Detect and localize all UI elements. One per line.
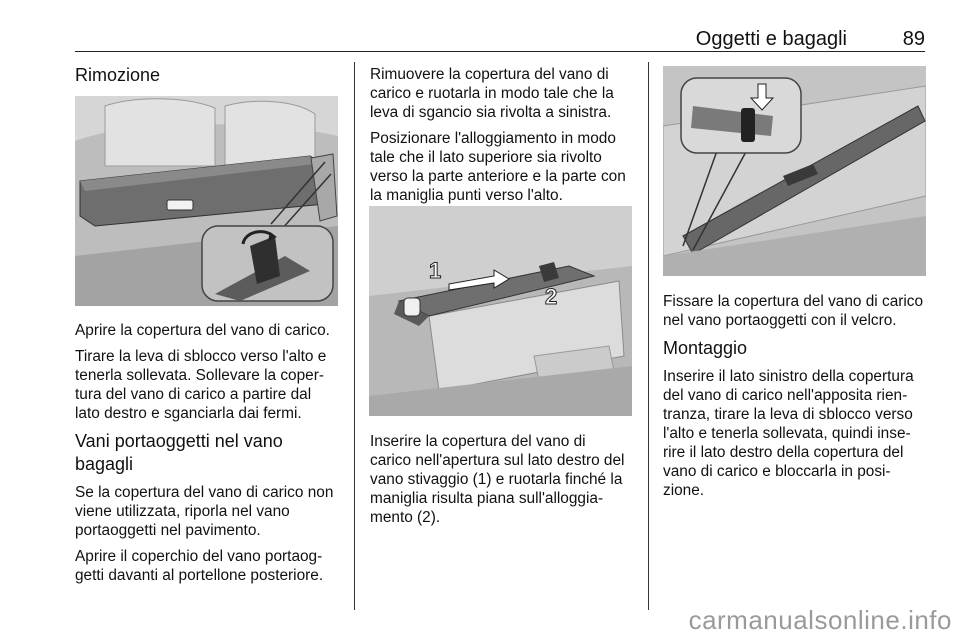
figure-label-1: 1 [429, 258, 442, 283]
column-3-text [663, 292, 935, 507]
col3-para-1: Fissare la copertura del vano di carico nel vano portaoggetti con il velcro. [663, 293, 924, 329]
col2-para-1: Rimuovere la copertura del vano di carico e ruotarla in modo tale che la leva di sgancio sia rivolta a sinistra. [370, 66, 614, 121]
column-1 [75, 64, 347, 87]
footer-watermark: carmanualsonline.info [688, 605, 952, 635]
column-divider-left [354, 62, 355, 610]
column-2-text-bottom [370, 432, 642, 534]
figure-label-2: 2 [545, 284, 558, 309]
illustration-velcro-drawing [663, 66, 926, 276]
illustration-removal [75, 96, 338, 306]
subheading-vani: Vani portaoggetti nel vano bagagli [75, 431, 283, 474]
section-title: Oggetti e bagagli [695, 28, 847, 50]
column-2-text-top [370, 65, 642, 212]
page-header [75, 28, 925, 52]
col1-para-3: Se la copertura del vano di carico non viene utilizzata, riporla nel vano portaoggetti nel pavimento. [75, 484, 334, 539]
col2-para-3: Inserire la copertura del vano di carico nell'apertura sul lato destro del vano stivaggio (1) e ruotarla finché la maniglia risulta piana sull'alloggia- mento (2). [370, 433, 625, 526]
heading-montaggio: Montaggio [663, 338, 748, 358]
illustration-removal-drawing [75, 96, 338, 306]
illustration-insert [369, 206, 632, 416]
col1-para-4: Aprire il coperchio del vano portaog- getti davanti al portellone posteriore. [75, 548, 324, 584]
col2-para-2: Posizionare l'alloggiamento in modo tale che il lato superiore sia rivolto verso la parte anteriore e la parte con la maniglia punti verso l'alto. [370, 130, 626, 204]
col1-para-2: Tirare la leva di sblocco verso l'alto e tenerla sollevata. Sollevare la coper- tura del vano di carico a partire dal lato destro e sganciarla dai fermi. [75, 348, 327, 422]
page-number: 89 [902, 28, 925, 50]
column-1-text [75, 321, 347, 592]
illustration-velcro [663, 66, 926, 276]
col3-para-2: Inserire il lato sinistro della copertura del vano di carico nell'apposita rien- tranza, tirare la leva di sblocco verso l'alto e tenerla sollevata, quindi inse- rire il lato destro della copertura del vano di carico e bloccarla in posi- zione. [663, 368, 914, 499]
col1-para-1: Aprire la copertura del vano di carico. [75, 322, 330, 339]
header-rule [75, 51, 925, 52]
heading-rimozione: Rimozione [75, 65, 161, 85]
column-divider-right [648, 62, 649, 610]
illustration-insert-drawing [369, 206, 632, 416]
